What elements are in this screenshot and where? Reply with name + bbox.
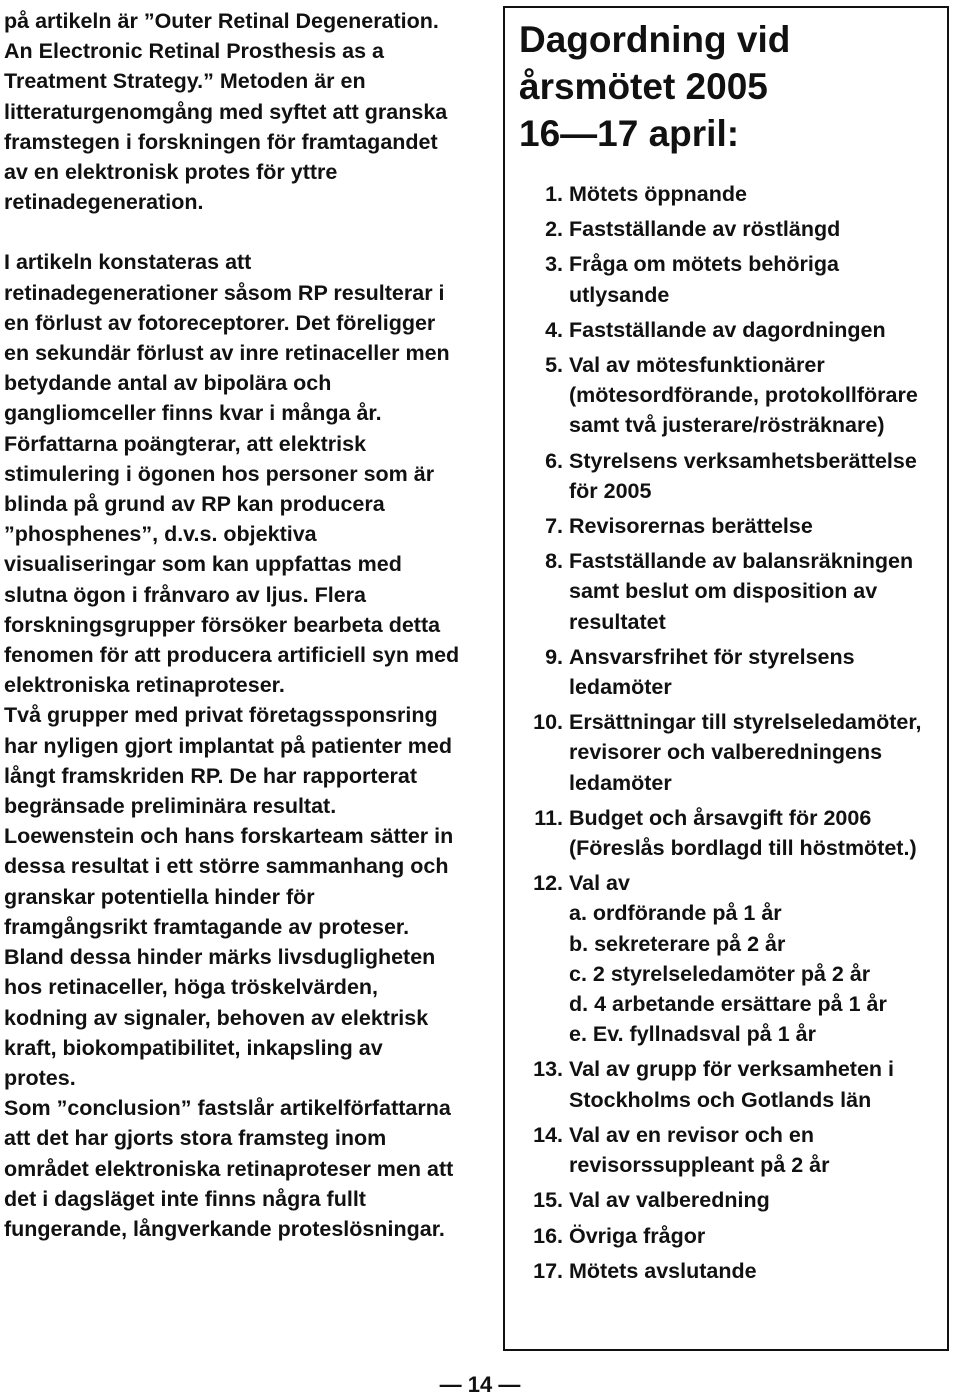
- agenda-item: [519, 868, 937, 1049]
- agenda-item: [519, 1054, 937, 1114]
- article-column: [4, 6, 460, 1244]
- agenda-item-text: Budget och årsavgift för 2006 (Föreslås bordlagd till höstmötet.): [569, 805, 917, 861]
- paragraph: I artikeln konstateras att retinadegenerationer såsom RP resulterar i en förlust av fotoreceptorer. Det föreligger en sekundär förlust av inre retinaceller men betydande antal av bipolära och gangliomceller finns kvar i många år. Författarna poängterar, att elektrisk stimulering i ögonen hos personer som är blinda på grund av RP kan producera ”phosphenes”, d.v.s. objektiva visualiseringar som kan uppfattas med slutna ögon i frånvaro av ljus. Flera forskningsgrupper försöker bearbeta detta fenomen för att producera artificiell syn med elektroniska retinaproteser.: [4, 250, 460, 698]
- agenda-item: [519, 315, 937, 345]
- agenda-item-text: Fastställande av dagordningen: [569, 317, 886, 342]
- agenda-item-text: Mötets öppnande: [569, 182, 747, 206]
- agenda-item-text: Ansvarsfrihet för styrelsens ledamöter: [569, 644, 855, 700]
- agenda-item-number: 3.: [545, 252, 563, 277]
- agenda-title-line: Dagordning vid: [519, 19, 791, 60]
- paragraph: Som ”conclusion” fastslår artikelförfattarna att det har gjorts stora framsteg inom området elektroniska retinaproteser men att det i dagsläget inte finns några fullt fungerande, långverkande proteslösningar.: [4, 1096, 454, 1241]
- agenda-item: [519, 1185, 937, 1215]
- agenda-item-text: Fastställande av balansräkningen samt beslut om disposition av resultatet: [569, 549, 914, 634]
- agenda-item-text: Mötets avslutande: [569, 1258, 757, 1283]
- agenda-item-text: Fråga om mötets behöriga utlysande: [569, 252, 839, 307]
- agenda-item-text: Val av: [569, 871, 630, 896]
- agenda-item-text: Val av mötesfunktionärer (mötesordförande, protokollförare samt två justerare/rösträknare): [569, 353, 918, 438]
- agenda-item-number: 1.: [545, 182, 563, 206]
- agenda-item-number: 5.: [545, 353, 563, 378]
- paragraph: på artikeln är ”Outer Retinal Degeneration. An Electronic Retinal Prosthesis as a Treatment Strategy.” Metoden är en litteraturgenomgång med syftet att granska framstegen i forskningen för framtagandet av en elektronisk protes för yttre retinadegeneration.: [4, 9, 448, 215]
- agenda-item: [519, 803, 937, 863]
- agenda-item: [519, 446, 937, 506]
- agenda-item-number: 2.: [545, 217, 563, 242]
- agenda-list: [519, 179, 937, 1286]
- agenda-subitem: b. sekreterare på 2 år: [569, 931, 786, 956]
- agenda-item-number: 12.: [533, 871, 563, 896]
- agenda-item: [519, 214, 937, 244]
- agenda-item: [519, 1256, 937, 1286]
- agenda-item: [519, 707, 937, 798]
- agenda-item-number: 4.: [545, 317, 563, 342]
- agenda-item: [519, 546, 937, 637]
- agenda-subitems: [569, 898, 937, 1049]
- agenda-box: [503, 6, 949, 1351]
- agenda-item: [519, 642, 937, 702]
- paragraph: Två grupper med privat företagssponsring har nyligen gjort implantat på patienter med långt framskriden RP. De har rapporterat begränsade preliminära resultat. Loewenstein och hans forskarteam sätter in dessa resultat i ett större sammanhang och granskar potentiella hinder för framgångsrikt framtagande av proteser. Bland dessa hinder märks livsdugligheten hos retinaceller, höga tröskelvärden, kodning av signaler, behoven av elektrisk kraft, biokompatibilitet, inkapsling av protes.: [4, 703, 454, 1090]
- agenda-title-line: årsmötet 2005: [519, 66, 768, 107]
- agenda-item-number: 14.: [533, 1122, 563, 1147]
- agenda-item: [519, 350, 937, 441]
- page-number: — 14 —: [439, 1372, 521, 1397]
- agenda-title-line: 16—17 april:: [519, 113, 740, 154]
- agenda-item-number: 13.: [533, 1057, 563, 1082]
- agenda-item-number: 11.: [534, 805, 563, 830]
- agenda-subitem: c. 2 styrelseledamöter på 2 år: [569, 961, 871, 986]
- agenda-item-text: Övriga frågor: [569, 1223, 706, 1248]
- agenda-subitem: d. 4 arbetande ersättare på 1 år: [569, 992, 887, 1017]
- agenda-item: [519, 249, 937, 309]
- agenda-item-text: Ersättningar till styrelseledamöter, revisorer och valberedningens ledamöter: [569, 710, 922, 795]
- agenda-title: [519, 16, 937, 157]
- agenda-item: [519, 179, 937, 209]
- agenda-item-number: 7.: [545, 514, 563, 539]
- agenda-item-text: Val av valberedning: [569, 1188, 770, 1213]
- agenda-item-number: 10.: [533, 710, 563, 735]
- agenda-item-number: 6.: [545, 448, 563, 473]
- agenda-subitem: e. Ev. fyllnadsval på 1 år: [569, 1022, 816, 1047]
- agenda-item: [519, 1221, 937, 1251]
- agenda-item-text: Revisorernas berättelse: [569, 514, 813, 539]
- agenda-item-text: Styrelsens verksamhetsberättelse för 2005: [569, 448, 917, 503]
- agenda-item-number: 17.: [533, 1258, 563, 1283]
- agenda-item: [519, 511, 937, 541]
- agenda-item-text: Val av en revisor och en revisorssuppleant på 2 år: [569, 1122, 830, 1178]
- agenda-item-number: 15.: [533, 1188, 563, 1213]
- agenda-item: [519, 1120, 937, 1180]
- agenda-item-text: Fastställande av röstlängd: [569, 217, 841, 242]
- agenda-item-number: 9.: [545, 644, 563, 669]
- agenda-item-number: 16.: [533, 1223, 563, 1248]
- agenda-subitem: a. ordförande på 1 år: [569, 901, 782, 926]
- agenda-item-text: Val av grupp för verksamheten i Stockholms och Gotlands län: [569, 1057, 895, 1112]
- agenda-item-number: 8.: [545, 549, 563, 574]
